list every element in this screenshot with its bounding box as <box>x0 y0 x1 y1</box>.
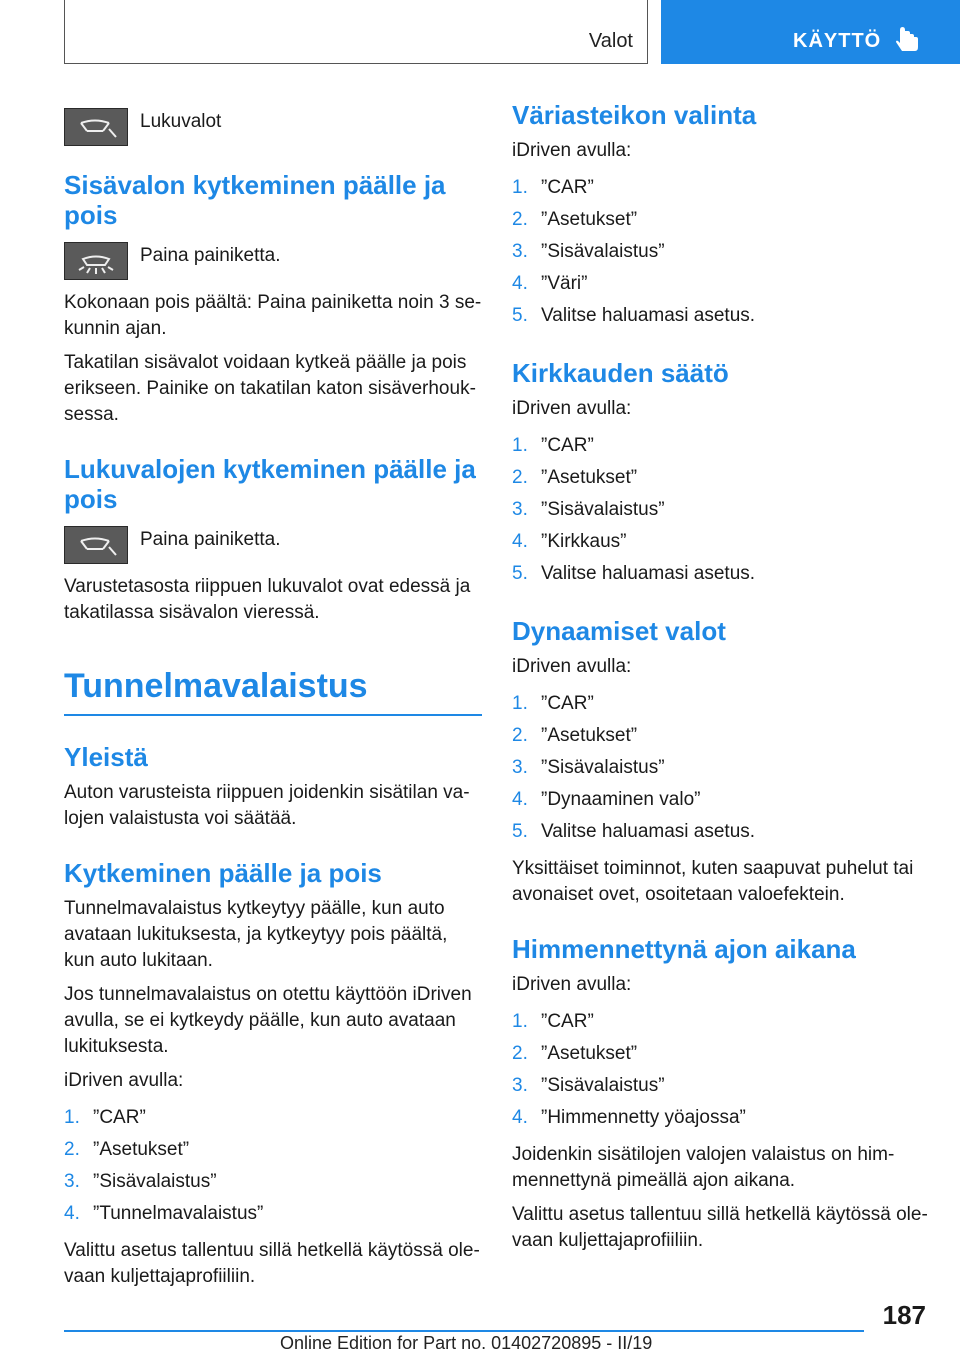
reading-light-button-row <box>64 104 482 144</box>
heading-switch-on-off: Kytkeminen päälle ja pois <box>64 858 382 888</box>
list-item: 3. ”Sisävalaistus” <box>512 499 665 520</box>
interior-light-button-text: Paina painiketta. <box>140 245 281 266</box>
steps-list <box>64 1102 482 1230</box>
list-item: 2. ”Asetukset” <box>64 1139 190 1160</box>
paragraph: iDriven avulla: <box>64 1070 184 1091</box>
list-item: 4. ”Himmennetty yöajossa” <box>512 1107 746 1128</box>
heading-ambient-lighting: Tunnelmavalaistus <box>64 666 482 716</box>
steps-list <box>512 172 930 332</box>
heading-reading-lights: Lukuvalojen kytkeminen päälle ja pois <box>64 454 476 514</box>
steps-list <box>512 430 930 590</box>
list-item: 1. ”CAR” <box>64 1107 146 1128</box>
reading-light-button-text: Paina painiketta. <box>140 529 281 550</box>
list-item: 4. ”Dynaaminen valo” <box>512 789 701 810</box>
list-item: 5. Valitse haluamasi asetus. <box>512 305 756 326</box>
left-column <box>64 96 482 1298</box>
footer-edition: Online Edition for Part no. 01402720895 - II/19 <box>280 1333 653 1353</box>
paragraph: iDriven avulla: <box>512 140 632 161</box>
list-item: 3. ”Sisävalaistus” <box>64 1171 217 1192</box>
list-item: 2. ”Asetukset” <box>512 725 638 746</box>
heading-brightness: Kirkkauden säätö <box>512 358 729 388</box>
list-item: 3. ”Sisävalaistus” <box>512 757 665 778</box>
list-item: 2. ”Asetukset” <box>512 467 638 488</box>
list-item: 2. ”Asetukset” <box>512 1043 638 1064</box>
paragraph: Kokonaan pois päältä: Paina painiketta noin 3 sekunnin ajan. <box>64 292 482 339</box>
header-section-box <box>64 0 648 64</box>
interior-light-button-row <box>64 238 482 278</box>
list-item: 2. ”Asetukset” <box>512 209 638 230</box>
heading-color-scale: Väriasteikon valinta <box>512 100 757 130</box>
list-item: 3. ”Sisävalaistus” <box>512 1075 665 1096</box>
paragraph: Tunnelmavalaistus kytkeytyy päälle, kun auto avataan lukituksesta, ja kytkeytyy pois päältä, kun auto lukitaan. <box>64 898 448 971</box>
heading-dynamic-lights: Dynaamiset valot <box>512 616 726 646</box>
list-item: 4. ”Kirkkaus” <box>512 531 627 552</box>
heading-interior-light: Sisävalon kytkeminen päälle ja pois <box>64 170 446 230</box>
list-item: 4. ”Tunnelmavalaistus” <box>64 1203 264 1224</box>
header-chapter-label: KÄYTTÖ <box>793 30 882 52</box>
steps-list <box>512 688 930 848</box>
reading-light-label: Lukuvalot <box>140 111 222 132</box>
page-number: 187 <box>882 1300 926 1330</box>
reading-light-icon <box>64 526 128 564</box>
header-section-title: Valot <box>588 30 633 52</box>
steps-list <box>512 1006 930 1134</box>
header-chapter-tab <box>661 0 960 64</box>
interior-light-icon <box>64 242 128 280</box>
list-item: 4. ”Väri” <box>512 273 588 294</box>
list-item: 1. ”CAR” <box>512 1011 594 1032</box>
heading-dimmed-driving: Himmennettynä ajon aikana <box>512 934 856 964</box>
paragraph: Jos tunnelmavalaistus on otettu käyttöön iDriven avulla, se ei kytkeydy päälle, kun auto avataan lukituksesta. <box>64 984 472 1057</box>
paragraph: Takatilan sisävalot voidaan kytkeä päälle ja pois erikseen. Painike on takatilan katon sisäverhouksessa. <box>64 352 476 425</box>
list-item: 1. ”CAR” <box>512 435 594 456</box>
hand-pointer-icon <box>895 26 921 54</box>
paragraph: iDriven avulla: <box>512 974 632 995</box>
heading-general: Yleistä <box>64 742 148 772</box>
right-column <box>512 74 930 1262</box>
list-item: 1. ”CAR” <box>512 693 594 714</box>
paragraph: Valittu asetus tallentuu sillä hetkellä käytössä olevaan kuljettajaprofiiliin. <box>64 1240 480 1287</box>
paragraph: Varustetasosta riippuen lukuvalot ovat edessä ja takatilassa sisävalon vieressä. <box>64 576 471 623</box>
list-item: 5. Valitse haluamasi asetus. <box>512 563 756 584</box>
paragraph: Auton varusteista riippuen joidenkin sisätilan valojen valaistusta voi säätää. <box>64 782 470 829</box>
list-item: 1. ”CAR” <box>512 177 594 198</box>
reading-light-icon <box>64 108 128 146</box>
paragraph: iDriven avulla: <box>512 656 632 677</box>
reading-light-button-row-2 <box>64 522 482 562</box>
paragraph: Valittu asetus tallentuu sillä hetkellä käytössä olevaan kuljettajaprofiiliin. <box>512 1204 928 1251</box>
footer-divider <box>64 1330 864 1332</box>
paragraph: iDriven avulla: <box>512 398 632 419</box>
paragraph: Joidenkin sisätilojen valojen valaistus on himmennettynä pimeällä ajon aikana. <box>512 1144 895 1191</box>
paragraph: Yksittäiset toiminnot, kuten saapuvat puhelut tai avonaiset ovet, osoitetaan valoefektein. <box>512 858 914 905</box>
list-item: 5. Valitse haluamasi asetus. <box>512 821 756 842</box>
list-item: 3. ”Sisävalaistus” <box>512 241 665 262</box>
